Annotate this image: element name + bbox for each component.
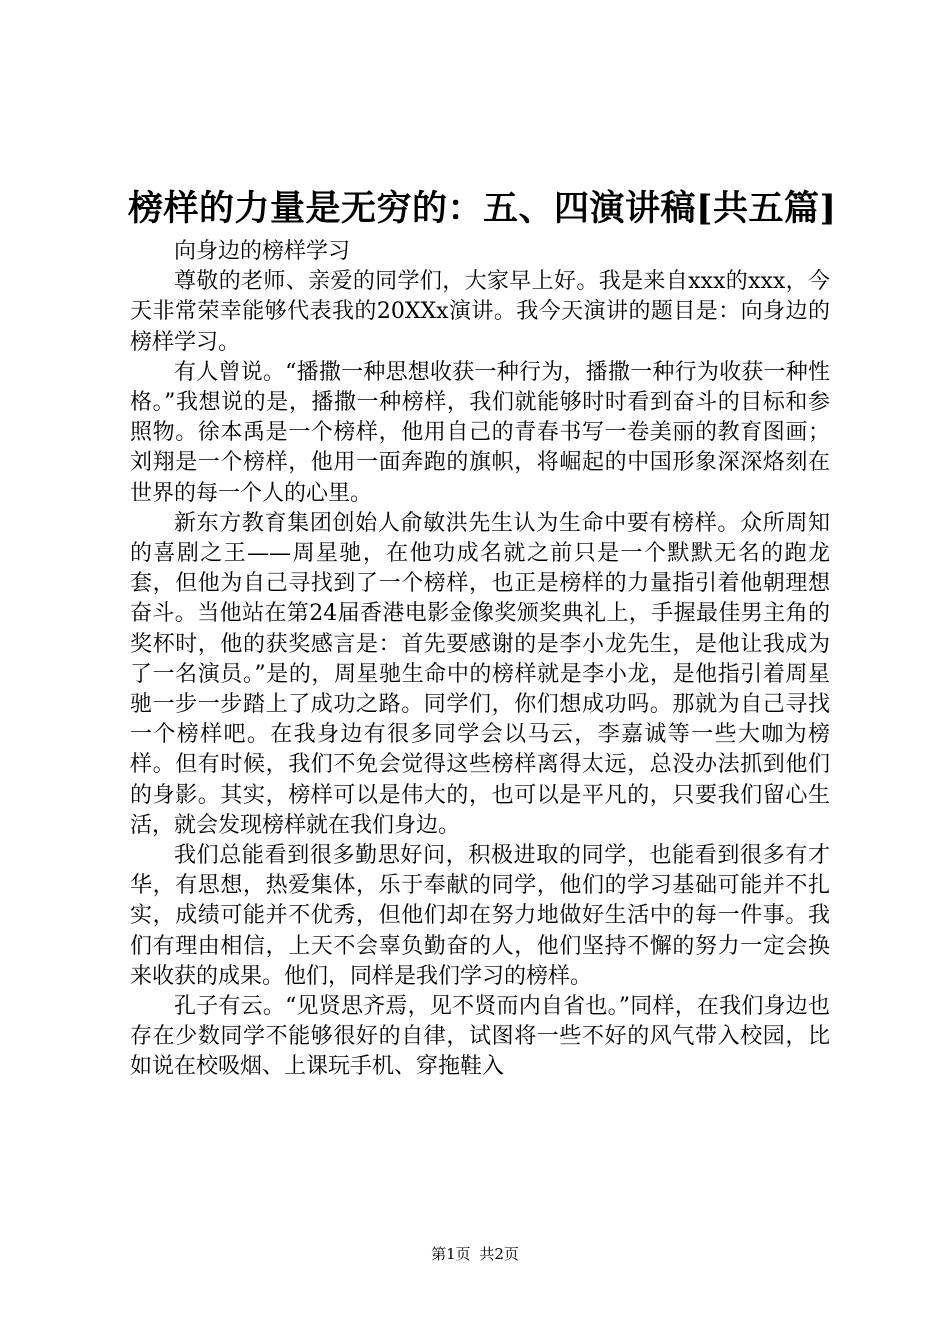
document-subtitle: 向身边的榜样学习 [174, 239, 351, 264]
page-footer [0, 1244, 950, 1264]
paragraph: 有人曾说。“播撒一种思想收获一种行为，播撒一种行为收获一种性格。”我想说的是，播撒一种榜样，我们就能够时时看到奋斗的目标和参照物。徐本禹是一个榜样，他用自己的青春书写一卷美丽的教育图画；刘翔是一个榜样，他用一面奔跑的旗帜，将崛起的中国形象深深烙刻在世界的每一个人的心里。 [130, 359, 830, 506]
document-body [130, 237, 830, 1083]
paragraph: 孔子有云。“见贤思齐焉，见不贤而内自省也。”同样，在我们身边也存在少数同学不能够很好的自律，试图将一些不好的风气带入校园，比如说在校吸烟、上课玩手机、穿拖鞋入 [130, 994, 830, 1080]
paragraph: 尊敬的老师、亲爱的同学们，大家早上好。我是来自xxx的xxx，今天非常荣幸能够代表我的20XXx演讲。我今天演讲的题目是：向身边的榜样学习。 [130, 269, 830, 355]
page-total: 共2页 [479, 1245, 519, 1263]
page-number: 第1页 [431, 1245, 471, 1263]
document-title: 榜样的力量是无穷的：五、四演讲稿[共五篇] [128, 188, 837, 229]
paragraph: 我们总能看到很多勤思好问，积极进取的同学，也能看到很多有才华，有思想，热爱集体，乐于奉献的同学，他们的学习基础可能并不扎实，成绩可能并不优秀，但他们却在努力地做好生活中的每一件事。我们有理由相信，上天不会辜负勤奋的人，他们坚持不懈的努力一定会换来收获的成果。他们，同样是我们学习的榜样。 [130, 843, 830, 989]
paragraph: 新东方教育集团创始人俞敏洪先生认为生命中要有榜样。众所周知的喜剧之王——周星驰，在他功成名就之前只是一个默默无名的跑龙套，但他为自己寻找到了一个榜样，也正是榜样的力量指引着他朝理想奋斗。当他站在第24届香港电影金像奖颁奖典礼上，手握最佳男主角的奖杯时，他的获奖感言是：首先要感谢的是李小龙先生，是他让我成为了一名演员。”是的，周星驰生命中的榜样就是李小龙，是他指引着周星驰一步一步踏上了成功之路。同学们，你们想成功吗。那就为自己寻找一个榜样吧。在我身边有很多同学会以马云，李嘉诚等一些大咖为榜样。但有时候，我们不免会觉得这些榜样离得太远，总没办法抓到他们的身影。其实，榜样可以是伟大的，也可以是平凡的，只要我们留心生活，就会发现榜样就在我们身边。 [130, 510, 830, 838]
